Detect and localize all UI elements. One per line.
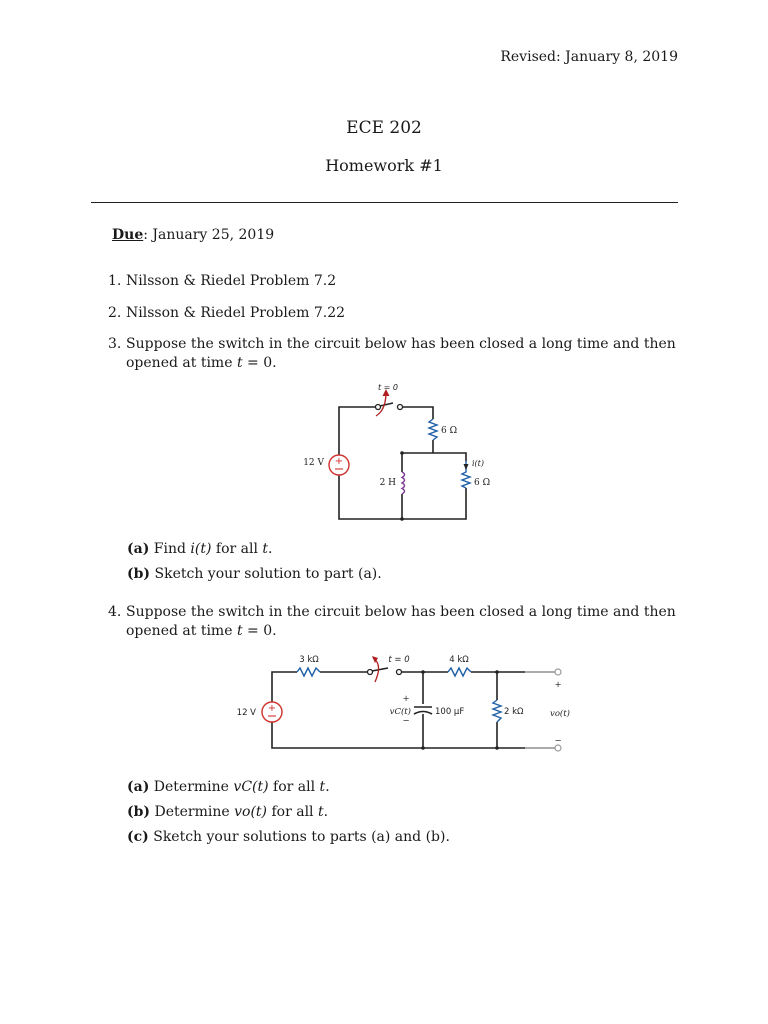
svg-text:+: + bbox=[267, 703, 277, 714]
voltage-source bbox=[262, 702, 282, 722]
due-date: : January 25, 2019 bbox=[143, 227, 275, 243]
problem-text: Suppose the switch in the circuit below has been closed a long time and then opened at time t = 0. bbox=[126, 604, 676, 639]
resistor-2k bbox=[493, 700, 501, 722]
capacitor bbox=[414, 707, 432, 714]
resistor-3k bbox=[297, 668, 320, 676]
resistor-r1-label: 6 Ω bbox=[441, 426, 458, 436]
resistor-r1 bbox=[429, 419, 437, 440]
voltage-source bbox=[329, 455, 349, 475]
source-label: 12 V bbox=[303, 458, 324, 468]
problem-text: Suppose the switch in the circuit below has been closed a long time and then opened at time t = 0. bbox=[126, 336, 676, 371]
svg-text:+: + bbox=[334, 456, 344, 467]
current-arrow-icon bbox=[464, 464, 469, 470]
output-terminal-top bbox=[555, 669, 561, 675]
q4-part-c: (c) Sketch your solutions to parts (a) and (b). bbox=[127, 829, 450, 845]
resistor-4k-label: 4 kΩ bbox=[449, 655, 469, 665]
switch bbox=[376, 389, 403, 416]
vc-plus-sign: + bbox=[402, 694, 410, 704]
problem-4 bbox=[108, 603, 678, 641]
problem-3 bbox=[108, 335, 678, 373]
q3-part-a: (a) Find i(t) for all t. bbox=[127, 541, 273, 557]
due-line bbox=[112, 227, 274, 243]
problem-number: 1. bbox=[108, 273, 122, 289]
q4-part-a: (a) Determine vC(t) for all t. bbox=[127, 779, 330, 795]
problem-number: 2. bbox=[108, 305, 122, 321]
resistor-4k bbox=[448, 668, 471, 676]
vo-plus-sign: + bbox=[554, 680, 562, 690]
course-title: ECE 202 bbox=[346, 118, 422, 138]
problem-2 bbox=[108, 304, 678, 323]
revised-date: Revised: January 8, 2019 bbox=[500, 49, 678, 65]
problem-text: Nilsson & Riedel Problem 7.2 bbox=[126, 273, 337, 289]
problem-number: 3. bbox=[108, 336, 122, 352]
problem-number: 4. bbox=[108, 604, 122, 620]
vo-minus-sign: − bbox=[554, 736, 562, 746]
resistor-3k-label: 3 kΩ bbox=[299, 655, 319, 665]
problem-text: Nilsson & Riedel Problem 7.22 bbox=[126, 305, 346, 321]
vc-minus-sign: − bbox=[402, 716, 410, 726]
switch-time-label: t = 0 bbox=[377, 383, 399, 392]
homework-title: Homework #1 bbox=[325, 156, 443, 175]
source-label: 12 V bbox=[236, 708, 256, 718]
title-divider bbox=[91, 202, 678, 203]
resistor-r2-label: 6 Ω bbox=[474, 478, 491, 488]
capacitor-label: 100 μF bbox=[435, 707, 465, 717]
inductor-label: 2 H bbox=[379, 478, 396, 488]
current-label: i(t) bbox=[472, 459, 485, 468]
q3-part-b: (b) Sketch your solution to part (a). bbox=[127, 566, 382, 582]
vo-label: vo(t) bbox=[550, 709, 570, 719]
q4-part-b: (b) Determine vo(t) for all t. bbox=[127, 804, 329, 820]
vc-label: vC(t) bbox=[389, 707, 411, 717]
problem-1 bbox=[108, 272, 678, 291]
due-label: Due bbox=[112, 227, 144, 243]
resistor-2k-label: 2 kΩ bbox=[504, 707, 524, 717]
circuit-diagram-1 bbox=[290, 378, 510, 523]
inductor bbox=[402, 472, 405, 494]
circuit-diagram-2 bbox=[225, 650, 575, 760]
switch-time-label: t = 0 bbox=[388, 655, 410, 665]
